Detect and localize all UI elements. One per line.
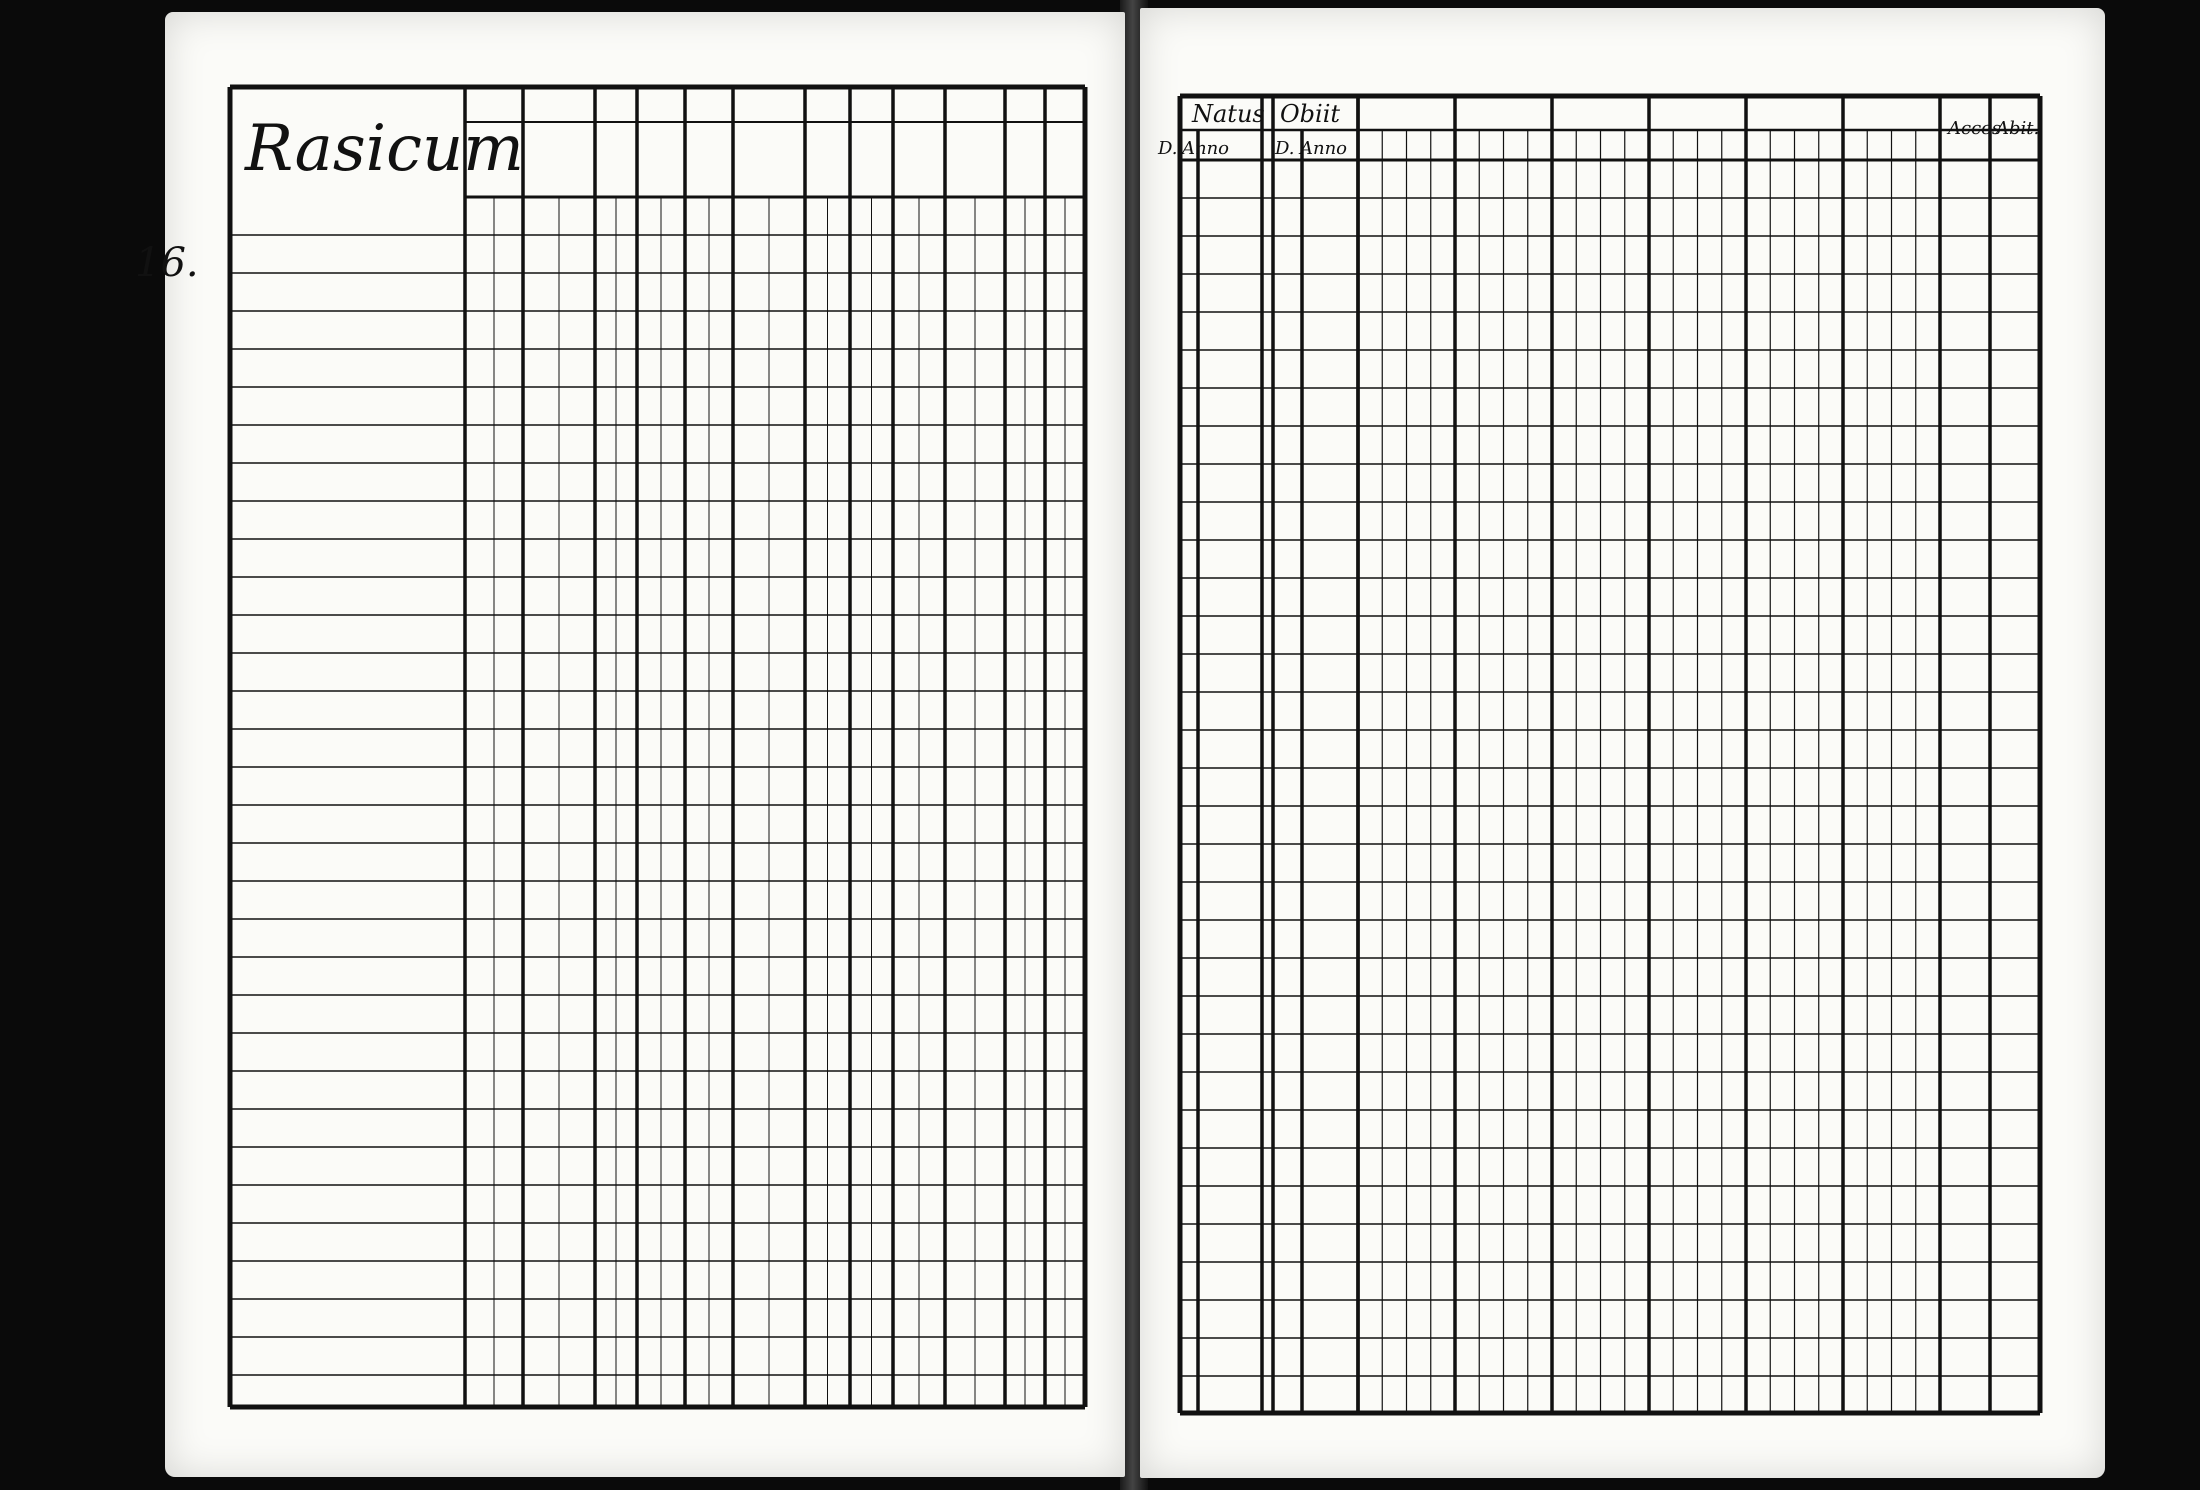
margin-number: 16. [135, 240, 199, 286]
obiit-header: Obiit [1280, 100, 1341, 128]
obiit-anno-header: Anno [1300, 138, 1348, 159]
right-page [1140, 8, 2105, 1478]
accessit-header: Acces [1948, 118, 2002, 139]
abiit-header: Abit. [1996, 118, 2040, 139]
left-ruling [165, 12, 1125, 1477]
page-heading: Rasicum [245, 112, 524, 186]
natus-d-header: D. [1158, 138, 1178, 159]
natus-header: Natus [1192, 100, 1265, 128]
obiit-d-header: D. [1275, 138, 1295, 159]
left-page [135, 12, 1125, 1477]
natus-anno-header: Anno [1182, 138, 1230, 159]
right-ruling [1140, 8, 2105, 1478]
